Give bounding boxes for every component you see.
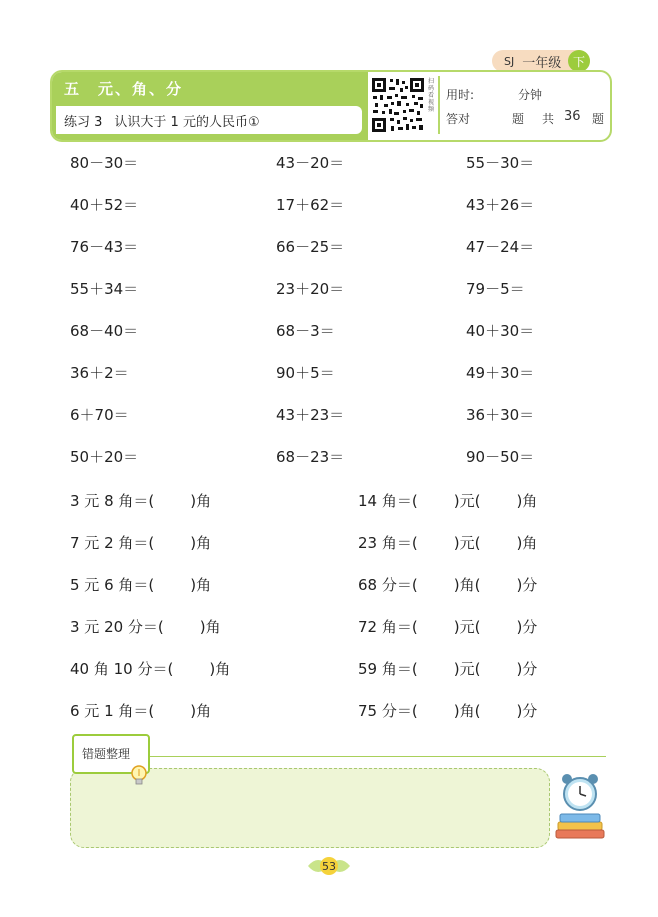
problem-c2-r6: 90＋5＝ xyxy=(276,364,335,382)
problem-c1-r6: 36＋2＝ xyxy=(70,364,129,382)
grade-label: 一年级 xyxy=(522,55,562,71)
problem-c3-r2: 43＋26＝ xyxy=(466,196,535,214)
problem-c1-r5: 68－40＝ xyxy=(70,322,139,340)
lightbulb-icon xyxy=(130,764,148,788)
conversion-right-3: 68 分＝( )角( )分 xyxy=(358,576,538,594)
problem-c1-r2: 40＋52＝ xyxy=(70,196,139,214)
lesson-box xyxy=(56,106,362,134)
problem-c3-r4: 79－5＝ xyxy=(466,280,525,298)
alarm-clock-books-icon xyxy=(552,772,608,842)
conversion-right-2: 23 角＝( )元( )角 xyxy=(358,534,538,552)
problem-c2-r4: 23＋20＝ xyxy=(276,280,345,298)
conversion-left-4: 3 元 20 分＝( )角 xyxy=(70,618,221,636)
unit-title: 五 元、角、分 xyxy=(64,80,184,98)
conversion-right-5: 59 角＝( )元( )分 xyxy=(358,660,538,678)
grade-badge xyxy=(492,50,590,72)
conversion-left-1: 3 元 8 角＝( )角 xyxy=(70,492,212,510)
problem-c2-r5: 68－3＝ xyxy=(276,322,335,340)
review-title: 错题整理 xyxy=(82,747,131,761)
problem-c2-r2: 17＋62＝ xyxy=(276,196,345,214)
conversion-left-2: 7 元 2 角＝( )角 xyxy=(70,534,212,552)
problem-c2-r8: 68－23＝ xyxy=(276,448,345,466)
score-box xyxy=(438,76,606,134)
time-unit: 分钟 xyxy=(518,88,543,102)
qr-code-icon[interactable] xyxy=(370,76,426,134)
page-number: 53 xyxy=(322,859,336,873)
correct-label: 答对 xyxy=(446,112,471,126)
total-unit: 题 xyxy=(592,112,605,126)
problem-c1-r7: 6＋70＝ xyxy=(70,406,129,424)
conversion-right-6: 75 分＝( )角( )分 xyxy=(358,702,538,720)
problem-c3-r6: 49＋30＝ xyxy=(466,364,535,382)
conversion-right-4: 72 角＝( )元( )分 xyxy=(358,618,538,636)
problem-c3-r3: 47－24＝ xyxy=(466,238,535,256)
review-divider xyxy=(150,756,606,757)
exercise-label: 练习 3 xyxy=(64,114,103,130)
qr-note: 扫码看视频 xyxy=(428,78,435,113)
problem-c3-r7: 36＋30＝ xyxy=(466,406,535,424)
problem-c3-r8: 90－50＝ xyxy=(466,448,535,466)
conversion-right-1: 14 角＝( )元( )角 xyxy=(358,492,538,510)
total-label: 共 xyxy=(542,112,555,126)
problem-c1-r4: 55＋34＝ xyxy=(70,280,139,298)
problem-c1-r3: 76－43＝ xyxy=(70,238,139,256)
problem-c1-r1: 80－30＝ xyxy=(70,154,139,172)
conversion-left-6: 6 元 1 角＝( )角 xyxy=(70,702,212,720)
problem-c2-r7: 43＋23＝ xyxy=(276,406,345,424)
problem-c3-r1: 55－30＝ xyxy=(466,154,535,172)
exercise-header xyxy=(50,70,612,142)
time-label: 用时: xyxy=(446,88,475,102)
correct-unit: 题 xyxy=(512,112,525,126)
edition-code: SJ xyxy=(504,54,515,68)
problem-c1-r8: 50＋20＝ xyxy=(70,448,139,466)
problem-c2-r1: 43－20＝ xyxy=(276,154,345,172)
exercise-title: 认识大于 1 元的人民币① xyxy=(114,114,260,130)
conversion-left-5: 40 角 10 分＝( )角 xyxy=(70,660,231,678)
term-label: 下 xyxy=(568,50,590,72)
problem-c3-r5: 40＋30＝ xyxy=(466,322,535,340)
problem-c2-r3: 66－25＝ xyxy=(276,238,345,256)
total-count: 36 xyxy=(564,109,581,124)
conversion-left-3: 5 元 6 角＝( )角 xyxy=(70,576,212,594)
